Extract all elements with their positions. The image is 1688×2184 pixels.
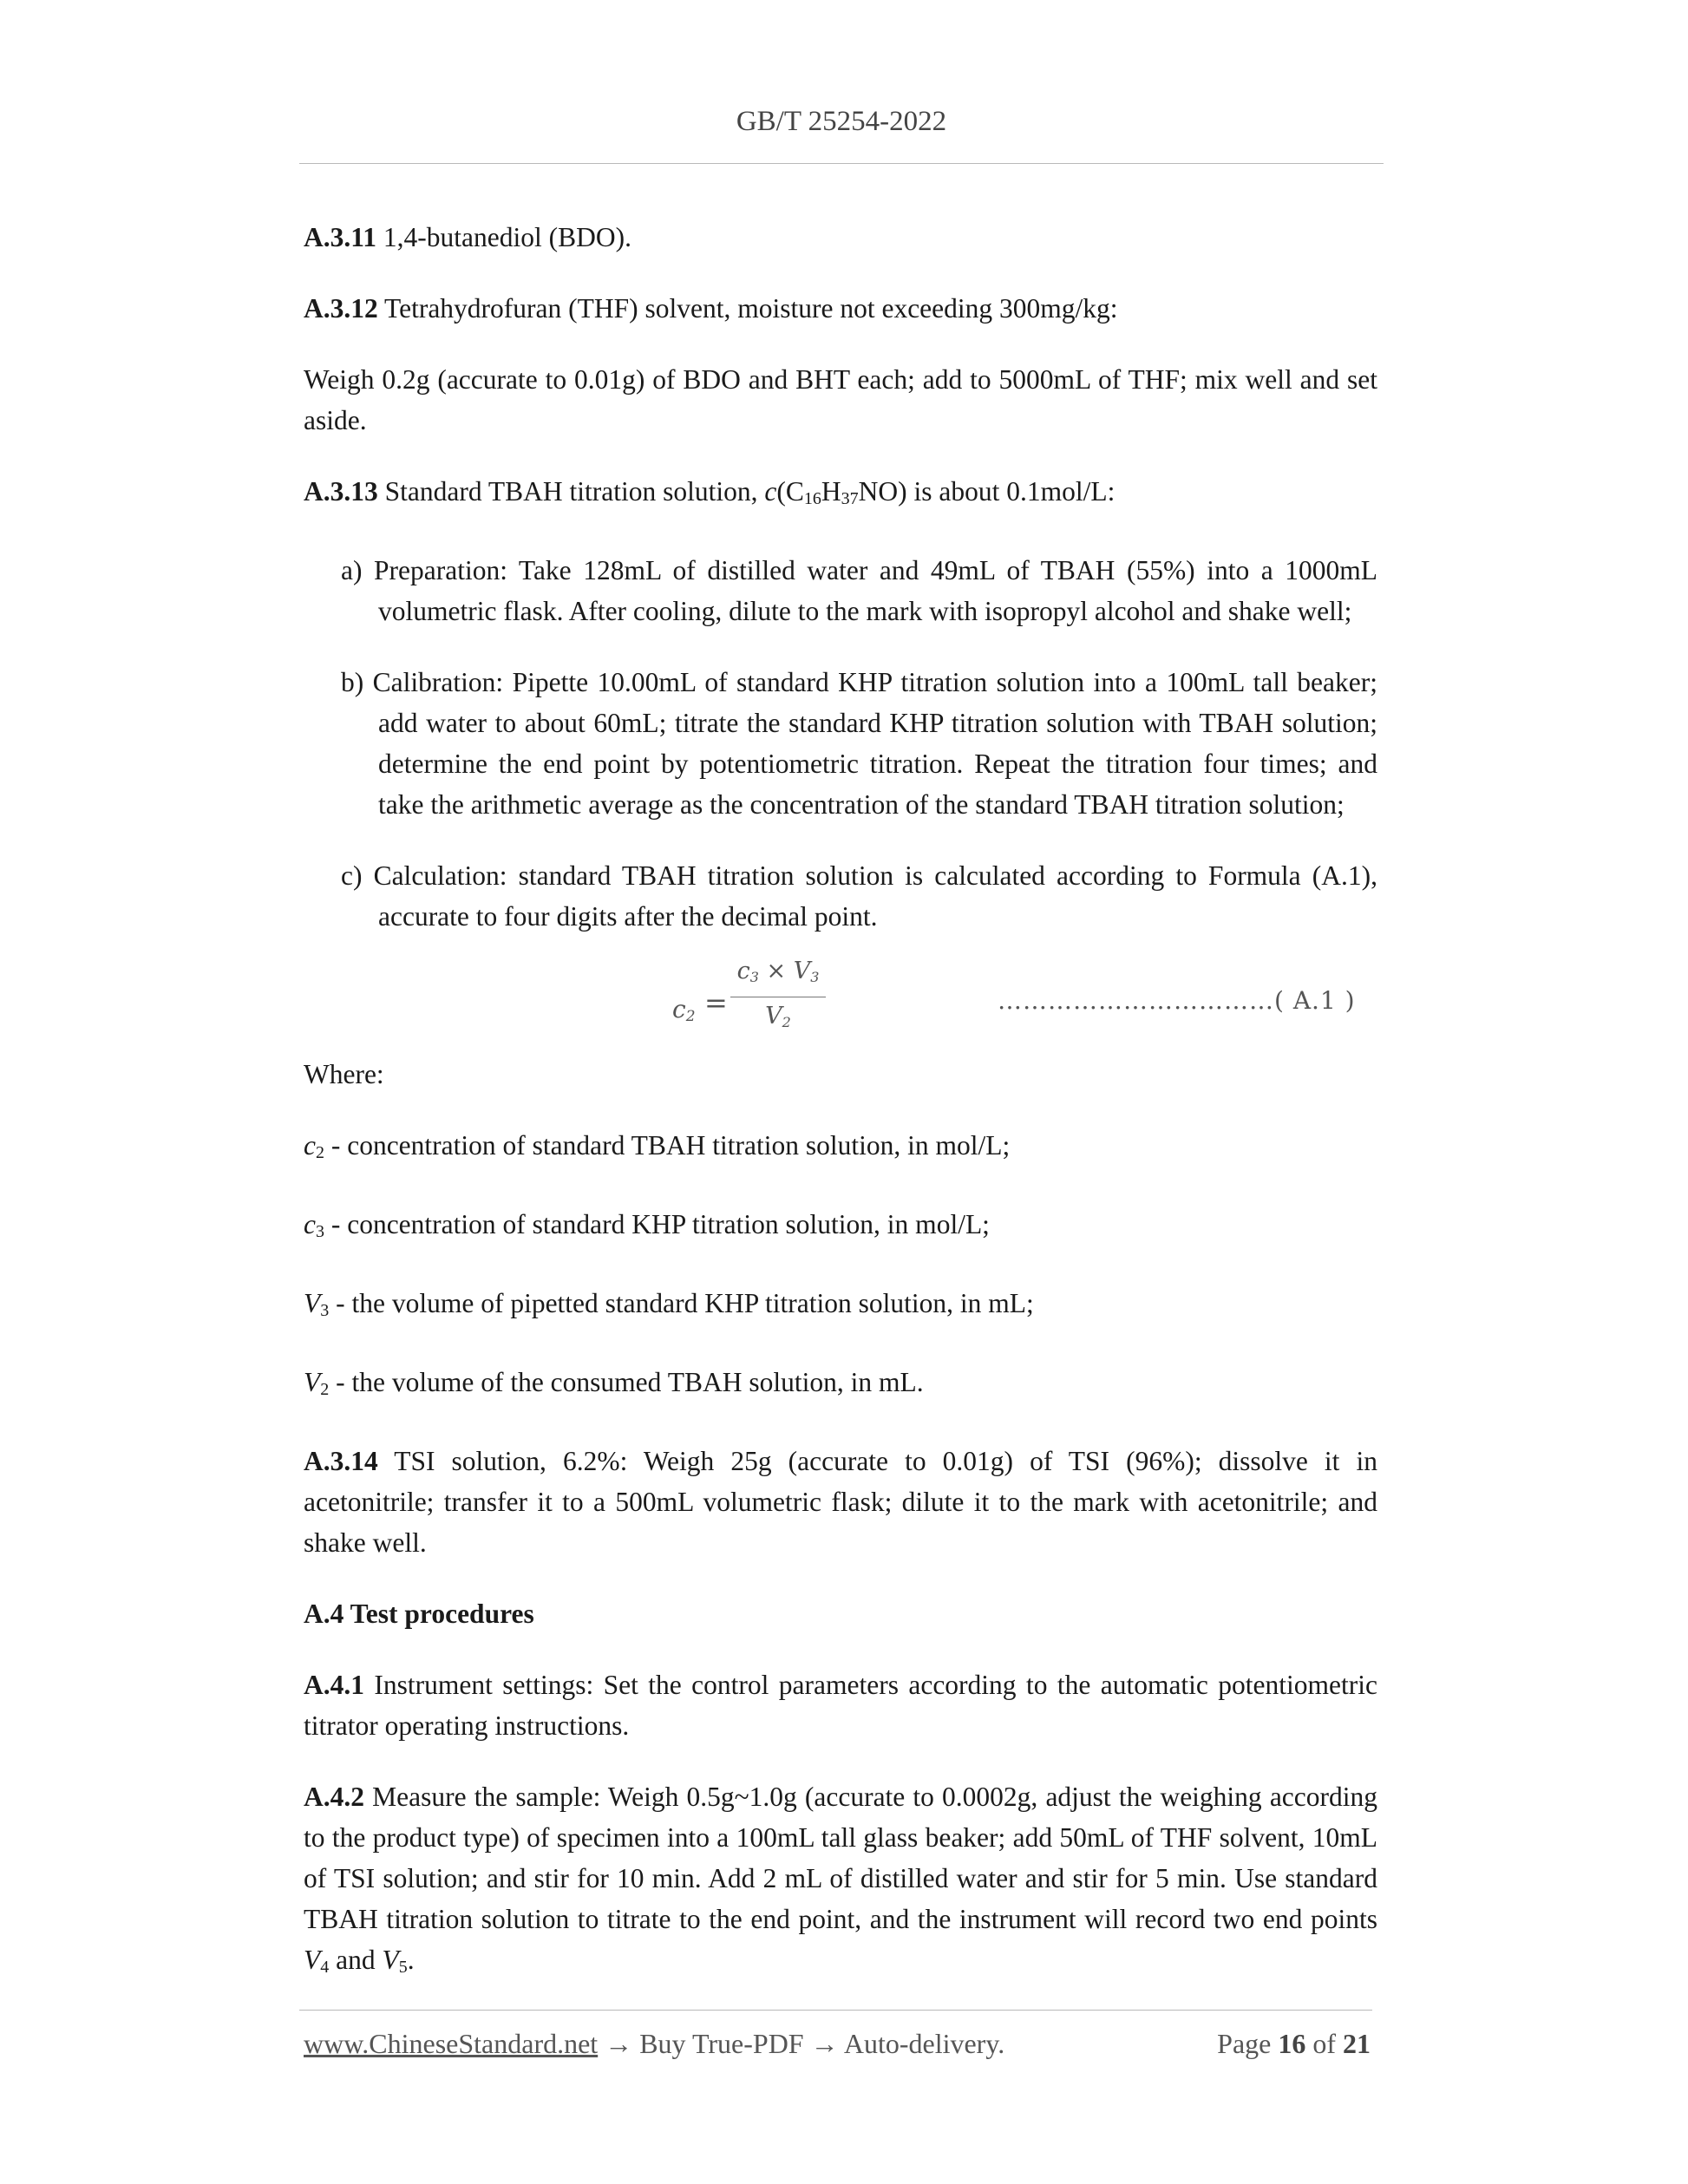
subscript: 2 <box>315 1143 324 1162</box>
symbol-v: V <box>793 958 811 984</box>
subscript: 2 <box>782 1014 791 1030</box>
clause-text: NO) is about 0.1mol/L: <box>858 476 1116 507</box>
subscript: 5 <box>398 1958 408 1977</box>
formula-part: H <box>821 476 841 507</box>
page-footer <box>304 2028 1371 2060</box>
subscript: 3 <box>749 969 759 985</box>
page-of: of <box>1305 2028 1343 2059</box>
subscript: 37 <box>841 489 859 508</box>
page-indicator <box>1217 2028 1371 2060</box>
clause-number: A.3.12 <box>304 293 378 324</box>
symbol-c: c <box>736 958 750 984</box>
clause-text: and <box>329 1945 383 1975</box>
symbol-c: c <box>764 476 777 507</box>
definition-c2 <box>304 1125 1377 1174</box>
page-label: Page <box>1217 2028 1279 2059</box>
clause-text: Instrument settings: Set the control parameters according to the automatic potentiometric titrator operating instructions. <box>304 1670 1377 1741</box>
symbol-c: c <box>304 1209 316 1239</box>
subscript: 4 <box>320 1958 330 1977</box>
fraction-numerator <box>730 954 826 995</box>
symbol-v: V <box>304 1945 321 1975</box>
subscript: 3 <box>315 1222 324 1241</box>
formula-part: (C <box>776 476 804 507</box>
clause-text: TSI solution, 6.2%: Weigh 25g (accurate to 0.01g) of TSI (96%); dissolve it in acetonitrile; transfer it to a 500mL volumetric flask; dilute it to the mark with acetonitrile; and shake well. <box>304 1446 1377 1558</box>
clause-number: A.4.1 <box>304 1670 364 1700</box>
clause-a41 <box>304 1664 1377 1746</box>
formula-lhs <box>672 989 696 1037</box>
clause-a313 <box>304 471 1377 520</box>
list-item-preparation: a) Preparation: Take 128mL of distilled water and 49mL of TBAH (55%) into a 1000mL volumetric flask. After cooling, dilute to the mark with isopropyl alcohol and shake well; <box>341 555 1377 626</box>
definition-c3 <box>304 1204 1377 1252</box>
promo-text: → Buy True-PDF → Auto-delivery. <box>598 2028 1005 2059</box>
subscript: 2 <box>320 1380 330 1399</box>
definition-text: - the volume of the consumed TBAH solution, in mL. <box>329 1367 924 1397</box>
times-sign: × <box>758 958 794 984</box>
page-total: 21 <box>1343 2028 1371 2059</box>
symbol-c: c <box>304 1130 316 1161</box>
clause-number: A.3.14 <box>304 1446 378 1476</box>
page-number: 16 <box>1278 2028 1306 2059</box>
clause-number: A.3.13 <box>304 476 378 507</box>
website-link[interactable]: www.ChineseStandard.net <box>304 2028 599 2059</box>
section-heading-a4: A.4 Test procedures <box>304 1599 534 1629</box>
fraction-denominator <box>730 999 826 1040</box>
formula-a1 <box>304 954 1377 1054</box>
definition-text: - concentration of standard TBAH titration solution, in mol/L; <box>324 1130 1011 1161</box>
page-content <box>304 217 1377 1988</box>
symbol-v: V <box>304 1288 321 1318</box>
clause-text: Standard TBAH titration solution, <box>377 476 765 507</box>
definition-v3 <box>304 1283 1377 1331</box>
definition-text: - the volume of pipetted standard KHP titration solution, in mL; <box>329 1288 1034 1318</box>
symbol-v: V <box>304 1367 321 1397</box>
clause-number: A.3.11 <box>304 222 377 252</box>
symbol-v: V <box>765 1003 782 1030</box>
clause-number: A.4.2 <box>304 1782 364 1812</box>
list-item-calculation: c) Calculation: standard TBAH titration solution is calculated according to Formula (A.1), accurate to four digits after the decimal point. <box>341 860 1377 932</box>
symbol-v: V <box>382 1945 399 1975</box>
clause-text: . <box>407 1945 415 1975</box>
clause-a314 <box>304 1441 1377 1563</box>
formula-reference: ……………………………( A.1 ) <box>998 986 1356 1015</box>
formula-equals: = <box>704 986 728 1019</box>
clause-a312 <box>304 288 1377 329</box>
subscript: 16 <box>803 489 821 508</box>
formula-fraction <box>730 954 826 1040</box>
subscript: 3 <box>320 1301 330 1320</box>
clause-text: 1,4-butanediol (BDO). <box>376 222 631 252</box>
subscript: 2 <box>685 1008 696 1025</box>
subscript: 3 <box>810 969 820 985</box>
clause-a42 <box>304 1776 1377 1988</box>
clause-a311 <box>304 217 1377 258</box>
header-rule <box>299 163 1384 164</box>
clause-text: Tetrahydrofuran (THF) solvent, moisture not exceeding 300mg/kg: <box>377 293 1118 324</box>
symbol-c: c <box>672 995 686 1023</box>
footer-rule <box>299 2010 1372 2011</box>
clause-a312-body: Weigh 0.2g (accurate to 0.01g) of BDO and BHT each; add to 5000mL of THF; mix well and set aside. <box>304 364 1377 435</box>
page-header: GB/T 25254-2022 <box>736 106 947 137</box>
definition-v2 <box>304 1362 1377 1410</box>
list-item-calibration: b) Calibration: Pipette 10.00mL of standard KHP titration solution into a 100mL tall beaker; add water to about 60mL; titrate the standard KHP titration solution with TBAH solution; determine the end point by potentiometric titration. Repeat the titration four times; and take the arithmetic average as the concentration of the standard TBAH titration solution; <box>341 667 1377 820</box>
clause-text: Measure the sample: Weigh 0.5g~1.0g (accurate to 0.0002g, adjust the weighing according to the product type) of specimen into a 100mL tall glass beaker; add 50mL of THF solvent, 10mL of TSI solution; and stir for 10 min. Add 2 mL of distilled water and stir for 5 min. Use standard TBAH titration solution to titrate to the end point, and the instrument will record two end points <box>304 1782 1377 1934</box>
definition-text: - concentration of standard KHP titration solution, in mol/L; <box>324 1209 990 1239</box>
where-label: Where: <box>304 1059 384 1089</box>
